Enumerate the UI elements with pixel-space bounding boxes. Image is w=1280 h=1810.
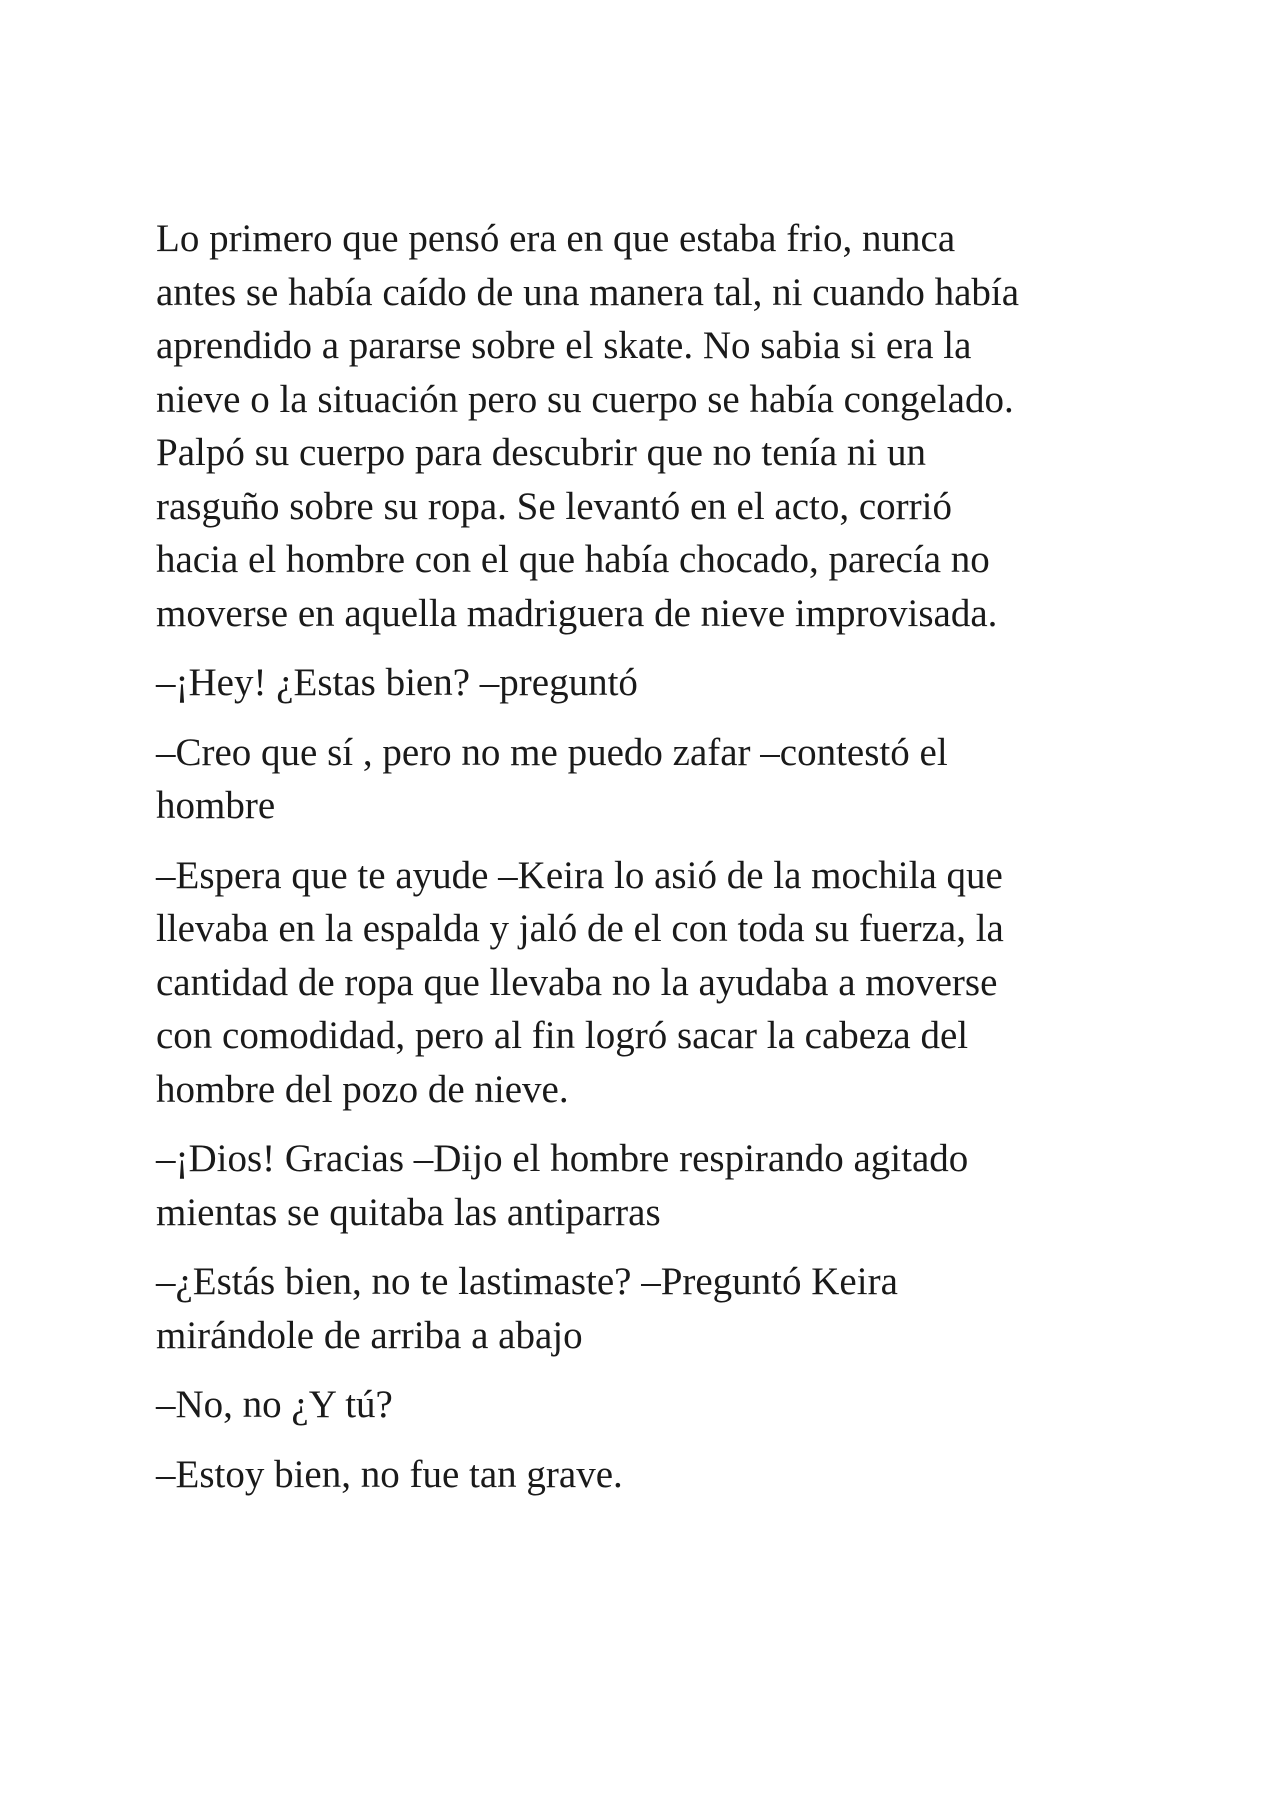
text-line: nieve o la situación pero su cuerpo se había congelado.	[156, 377, 1014, 421]
dialogue-paragraph	[156, 656, 1156, 710]
text-line: llevaba en la espalda y jaló de el con toda su fuerza, la	[156, 907, 1004, 950]
text-line: cantidad de ropa que llevaba no la ayudaba a moverse	[156, 960, 998, 1004]
dialogue-paragraph	[156, 1132, 1156, 1239]
dialogue-paragraph	[156, 1378, 1156, 1432]
text-line: hacia el hombre con el que había chocado, parecía no	[156, 538, 990, 581]
dialogue-paragraph	[156, 1255, 1156, 1362]
story-text	[156, 212, 1156, 1517]
text-line: antes se había caído de una manera tal, ni cuando había	[156, 270, 1020, 314]
text-line: mientas se quitaba las antiparras	[156, 1190, 661, 1234]
dialogue-paragraph	[156, 726, 1156, 833]
text-line: –¿Estás bien, no te lastimaste? –Preguntó Keira	[156, 1260, 898, 1303]
text-line: mirándole de arriba a abajo	[156, 1313, 583, 1357]
text-line: –Estoy bien, no fue tan grave.	[156, 1452, 623, 1496]
text-line: –¡Dios! Gracias –Dijo el hombre respirando agitado	[156, 1137, 969, 1180]
text-line: –¡Hey! ¿Estas bien? –preguntó	[156, 661, 638, 704]
text-line: Palpó su cuerpo para descubrir que no tenía ni un	[156, 431, 927, 474]
text-line: Lo primero que pensó era en que estaba frio, nunca	[156, 217, 956, 260]
text-line: con comodidad, pero al fin logró sacar la cabeza del	[156, 1014, 969, 1057]
text-line: rasguño sobre su ropa. Se levantó en el acto, corrió	[156, 484, 952, 528]
narrative-paragraph	[156, 212, 1156, 640]
dialogue-paragraph	[156, 849, 1156, 1117]
text-line: hombre	[156, 784, 276, 827]
text-line: –Creo que sí , pero no me puedo zafar –contestó el	[156, 730, 948, 774]
text-line: –No, no ¿Y tú?	[156, 1383, 393, 1426]
text-line: –Espera que te ayude –Keira lo asió de la mochila que	[156, 853, 1003, 897]
text-line: aprendido a pararse sobre el skate. No sabia si era la	[156, 324, 972, 367]
dialogue-paragraph	[156, 1448, 1156, 1502]
text-line: hombre del pozo de nieve.	[156, 1067, 569, 1111]
text-line: moverse en aquella madriguera de nieve improvisada.	[156, 591, 998, 635]
